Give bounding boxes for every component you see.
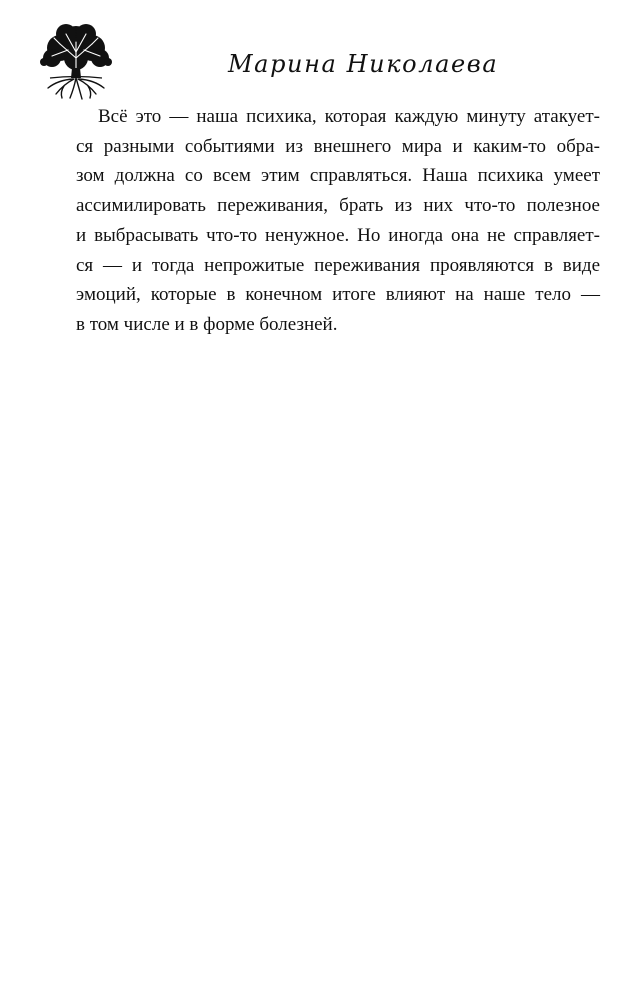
tree-of-life-icon [34, 18, 118, 102]
body-paragraph [76, 102, 600, 340]
page-header [0, 0, 642, 110]
text-line: Всё это — наша психика, которая каждую минуту атакует- [98, 106, 600, 127]
text-line: ся — и тогда непрожитые переживания проявляются в виде [76, 254, 600, 276]
text-line: ся разными событиями из внешнего мира и каким-то обра- [76, 135, 600, 157]
text-line: зом должна со всем этим справляться. Наша психика умеет [76, 165, 600, 187]
author-name: Марина Николаева [228, 50, 499, 78]
text-line: эмоций, которые в конечном итоге влияют на наше тело — [76, 284, 600, 306]
text-line: в том числе и в форме болезней. [76, 313, 338, 335]
text-line: и выбрасывать что-то ненужное. Но иногда она не справляет- [76, 224, 600, 246]
text-line: ассимилировать переживания, брать из них что-то полезное [76, 195, 600, 217]
